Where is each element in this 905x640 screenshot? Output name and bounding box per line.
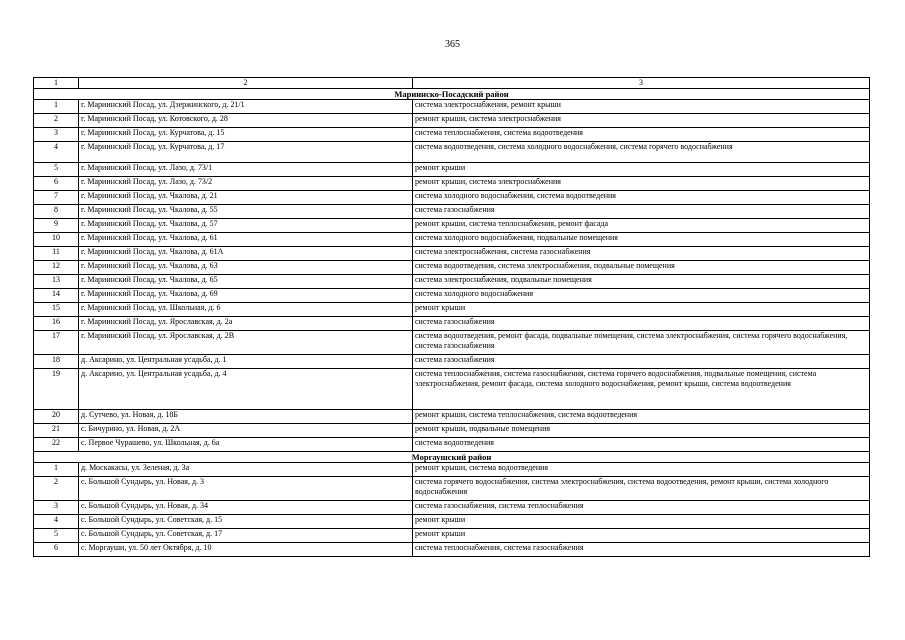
row-address: г. Мариинский Посад, ул. Курчатова, д. 17 [79,142,413,163]
page-number: 365 [445,39,460,50]
row-number: 7 [34,191,79,205]
row-address: д. Сутчево, ул. Новая, д. 18Б [79,410,413,424]
header-col-1: 1 [34,78,79,89]
table-row [34,128,870,142]
row-number: 12 [34,261,79,275]
row-works: система теплоснабжения, система газоснабжения, система горячего водоснабжения, подвальные помещения, система электроснабжения, ремонт фасада, система холодного водоснабжения, ремонт крыши, система водоотведения [413,369,870,410]
row-address: с. Первое Чурашево, ул. Школьная, д. 6а [79,438,413,452]
table-row [34,369,870,410]
table-row [34,463,870,477]
row-address: с. Моргауши, ул. 50 лет Октября, д. 10 [79,543,413,557]
row-number: 14 [34,289,79,303]
table-row [34,543,870,557]
row-number: 3 [34,128,79,142]
row-address: с. Большой Сундырь, ул. Новая, д. 3 [79,477,413,501]
table-row [34,142,870,163]
table-row [34,289,870,303]
row-address: д. Аксарино, ул. Центральная усадьба, д. 4 [79,369,413,410]
district-heading-row [34,452,870,463]
row-address: г. Мариинский Посад, ул. Чкалова, д. 61 [79,233,413,247]
row-works: ремонт крыши, система водоотведения [413,463,870,477]
row-number: 5 [34,163,79,177]
row-works: система горячего водоснабжения, система электроснабжения, система водоотведения, ремонт крыши, система холодного водоснабжения [413,477,870,501]
row-address: г. Мариинский Посад, ул. Курчатова, д. 15 [79,128,413,142]
table-row [34,233,870,247]
row-address: г. Мариинский Посад, ул. Лазо, д. 73/1 [79,163,413,177]
row-works: система газоснабжения [413,205,870,219]
row-works: ремонт крыши, система электроснабжения [413,177,870,191]
table-row [34,515,870,529]
table-row [34,114,870,128]
row-number: 17 [34,331,79,355]
table-row [34,477,870,501]
row-address: г. Мариинский Посад, ул. Ярославская, д. 2В [79,331,413,355]
table-row [34,177,870,191]
row-number: 21 [34,424,79,438]
table-row [34,438,870,452]
row-works: система теплоснабжения, система газоснабжения [413,543,870,557]
row-address: с. Бичурино, ул. Новая, д. 2А [79,424,413,438]
row-number: 2 [34,114,79,128]
row-number: 18 [34,355,79,369]
row-number: 6 [34,177,79,191]
row-address: г. Мариинский Посад, ул. Чкалова, д. 63 [79,261,413,275]
row-number: 1 [34,463,79,477]
row-number: 20 [34,410,79,424]
district-title: Мариинско-Посадский район [34,89,870,100]
row-number: 4 [34,142,79,163]
table-row [34,410,870,424]
row-works: ремонт крыши [413,303,870,317]
row-address: с. Большой Сундырь, ул. Советская, д. 15 [79,515,413,529]
row-number: 8 [34,205,79,219]
row-number: 4 [34,515,79,529]
table-row [34,219,870,233]
row-works: система холодного водоснабжения, система водоотведения [413,191,870,205]
row-address: г. Мариинский Посад, ул. Школьная, д. 6 [79,303,413,317]
row-number: 10 [34,233,79,247]
table-row [34,331,870,355]
row-works: ремонт крыши, подвальные помещения [413,424,870,438]
table-row [34,275,870,289]
row-works: система газоснабжения [413,317,870,331]
row-address: г. Мариинский Посад, ул. Ярославская, д. 2а [79,317,413,331]
table-row [34,261,870,275]
address-works-table [33,77,870,557]
row-address: г. Мариинский Посад, ул. Чкалова, д. 61А [79,247,413,261]
row-number: 5 [34,529,79,543]
row-works: система электроснабжения, ремонт крыши [413,100,870,114]
row-works: система холодного водоснабжения [413,289,870,303]
row-works: ремонт крыши, система теплоснабжения, система водоотведения [413,410,870,424]
table-row [34,191,870,205]
table-header-row [34,78,870,89]
table-row [34,205,870,219]
row-works: ремонт крыши, система электроснабжения [413,114,870,128]
row-works: ремонт крыши [413,163,870,177]
table-row [34,317,870,331]
row-number: 1 [34,100,79,114]
header-col-2: 2 [79,78,413,89]
row-address: д. Аксарино, ул. Центральная усадьба, д. 1 [79,355,413,369]
row-address: г. Мариинский Посад, ул. Котовского, д. 28 [79,114,413,128]
row-address: с. Большой Сундырь, ул. Советская, д. 17 [79,529,413,543]
row-address: г. Мариинский Посад, ул. Чкалова, д. 69 [79,289,413,303]
row-number: 3 [34,501,79,515]
row-number: 9 [34,219,79,233]
row-number: 6 [34,543,79,557]
table-row [34,501,870,515]
row-number: 19 [34,369,79,410]
row-number: 11 [34,247,79,261]
row-address: г. Мариинский Посад, ул. Чкалова, д. 57 [79,219,413,233]
row-address: д. Москакасы, ул. Зеленая, д. 3а [79,463,413,477]
row-works: система газоснабжения, система теплоснабжения [413,501,870,515]
row-number: 16 [34,317,79,331]
row-address: г. Мариинский Посад, ул. Лазо, д. 73/2 [79,177,413,191]
row-works: система холодного водоснабжения, подвальные помещения [413,233,870,247]
row-works: система газоснабжения [413,355,870,369]
row-address: г. Мариинский Посад, ул. Чкалова, д. 21 [79,191,413,205]
table-row [34,247,870,261]
header-col-3: 3 [413,78,870,89]
table-body [34,78,870,557]
row-works: система водоотведения, система электроснабжения, подвальные помещения [413,261,870,275]
table-row [34,163,870,177]
row-works: ремонт крыши [413,515,870,529]
row-address: г. Мариинский Посад, ул. Чкалова, д. 55 [79,205,413,219]
row-works: система водоотведения, система холодного водоснабжения, система горячего водоснабжения [413,142,870,163]
row-number: 13 [34,275,79,289]
row-works: система электроснабжения, система газоснабжения [413,247,870,261]
row-number: 2 [34,477,79,501]
table-row [34,355,870,369]
row-works: система водоотведения, ремонт фасада, подвальные помещения, система электроснабжения, система горячего водоснабжения, система газоснабжения [413,331,870,355]
row-number: 22 [34,438,79,452]
table-row [34,100,870,114]
table-row [34,424,870,438]
row-works: система водоотведения [413,438,870,452]
table-row [34,529,870,543]
table-row [34,303,870,317]
row-works: ремонт крыши, система теплоснабжения, ремонт фасада [413,219,870,233]
district-title: Моргаушский район [34,452,870,463]
row-address: с. Большой Сундырь, ул. Новая, д. 34 [79,501,413,515]
district-heading-row [34,89,870,100]
row-works: система электроснабжения, подвальные помещения [413,275,870,289]
row-address: г. Мариинский Посад, ул. Чкалова, д. 65 [79,275,413,289]
row-works: ремонт крыши [413,529,870,543]
row-works: система теплоснабжения, система водоотведения [413,128,870,142]
row-address: г. Мариинский Посад, ул. Дзержинского, д. 21/1 [79,100,413,114]
row-number: 15 [34,303,79,317]
